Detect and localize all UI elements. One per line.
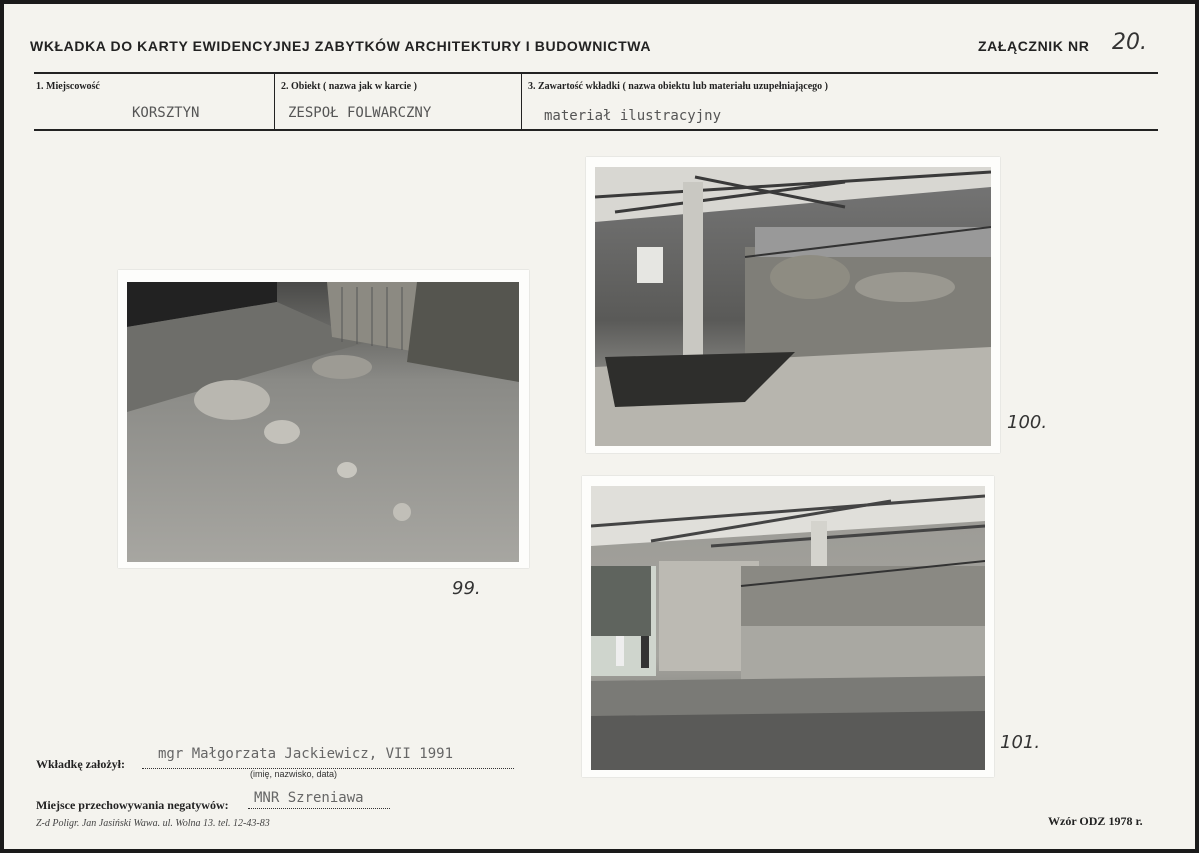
object-label: 2. Obiekt ( nazwa jak w karcie ) (281, 81, 417, 92)
photo-101 (582, 476, 994, 777)
place-value: KORSZTYN (132, 105, 200, 121)
annex-label: ZAŁĄCZNIK NR (978, 38, 1090, 54)
photo-101-number: 101. (1000, 732, 1041, 753)
photo-100-number: 100. (1007, 412, 1048, 433)
photo-99-image (127, 282, 519, 562)
storage-label: Miejsce przechowywania negatywów: (36, 798, 229, 812)
photo-99 (118, 270, 529, 568)
printer-imprint: Z-d Poligr. Jan Jasiński Wawa. ul. Wolna 13. tel. 12-43-83 (36, 818, 270, 829)
content-value: materiał ilustracyjny (544, 108, 722, 124)
header-rule-top (34, 72, 1158, 74)
photo-100-image (595, 167, 991, 446)
author-label: Wkładkę założył: (36, 757, 125, 771)
field-divider-2 (521, 73, 522, 130)
author-value: mgr Małgorzata Jackiewicz, VII 1991 (158, 746, 454, 762)
sheet-title: WKŁADKA DO KARTY EWIDENCYJNEJ ZABYTKÓW ARCHITEKTURY I BUDOWNICTWA (30, 38, 652, 54)
photo-100 (586, 157, 1000, 453)
field-divider-1 (274, 73, 275, 130)
photo-101-image (591, 486, 985, 770)
content-label: 3. Zawartość wkładki ( nazwa obiektu lub materiału uzupełniającego ) (528, 81, 829, 92)
storage-dotline (248, 808, 390, 809)
annex-number: 20. (1112, 30, 1147, 55)
photo-99-number: 99. (452, 578, 481, 599)
place-label: 1. Miejscowość (36, 81, 100, 92)
header-rule-bottom (34, 129, 1158, 131)
form-model: Wzór ODZ 1978 r. (1048, 814, 1143, 828)
object-value: ZESPOŁ FOLWARCZNY (288, 105, 432, 121)
author-hint: (imię, nazwisko, data) (250, 769, 338, 779)
storage-value: MNR Szreniawa (254, 790, 364, 806)
